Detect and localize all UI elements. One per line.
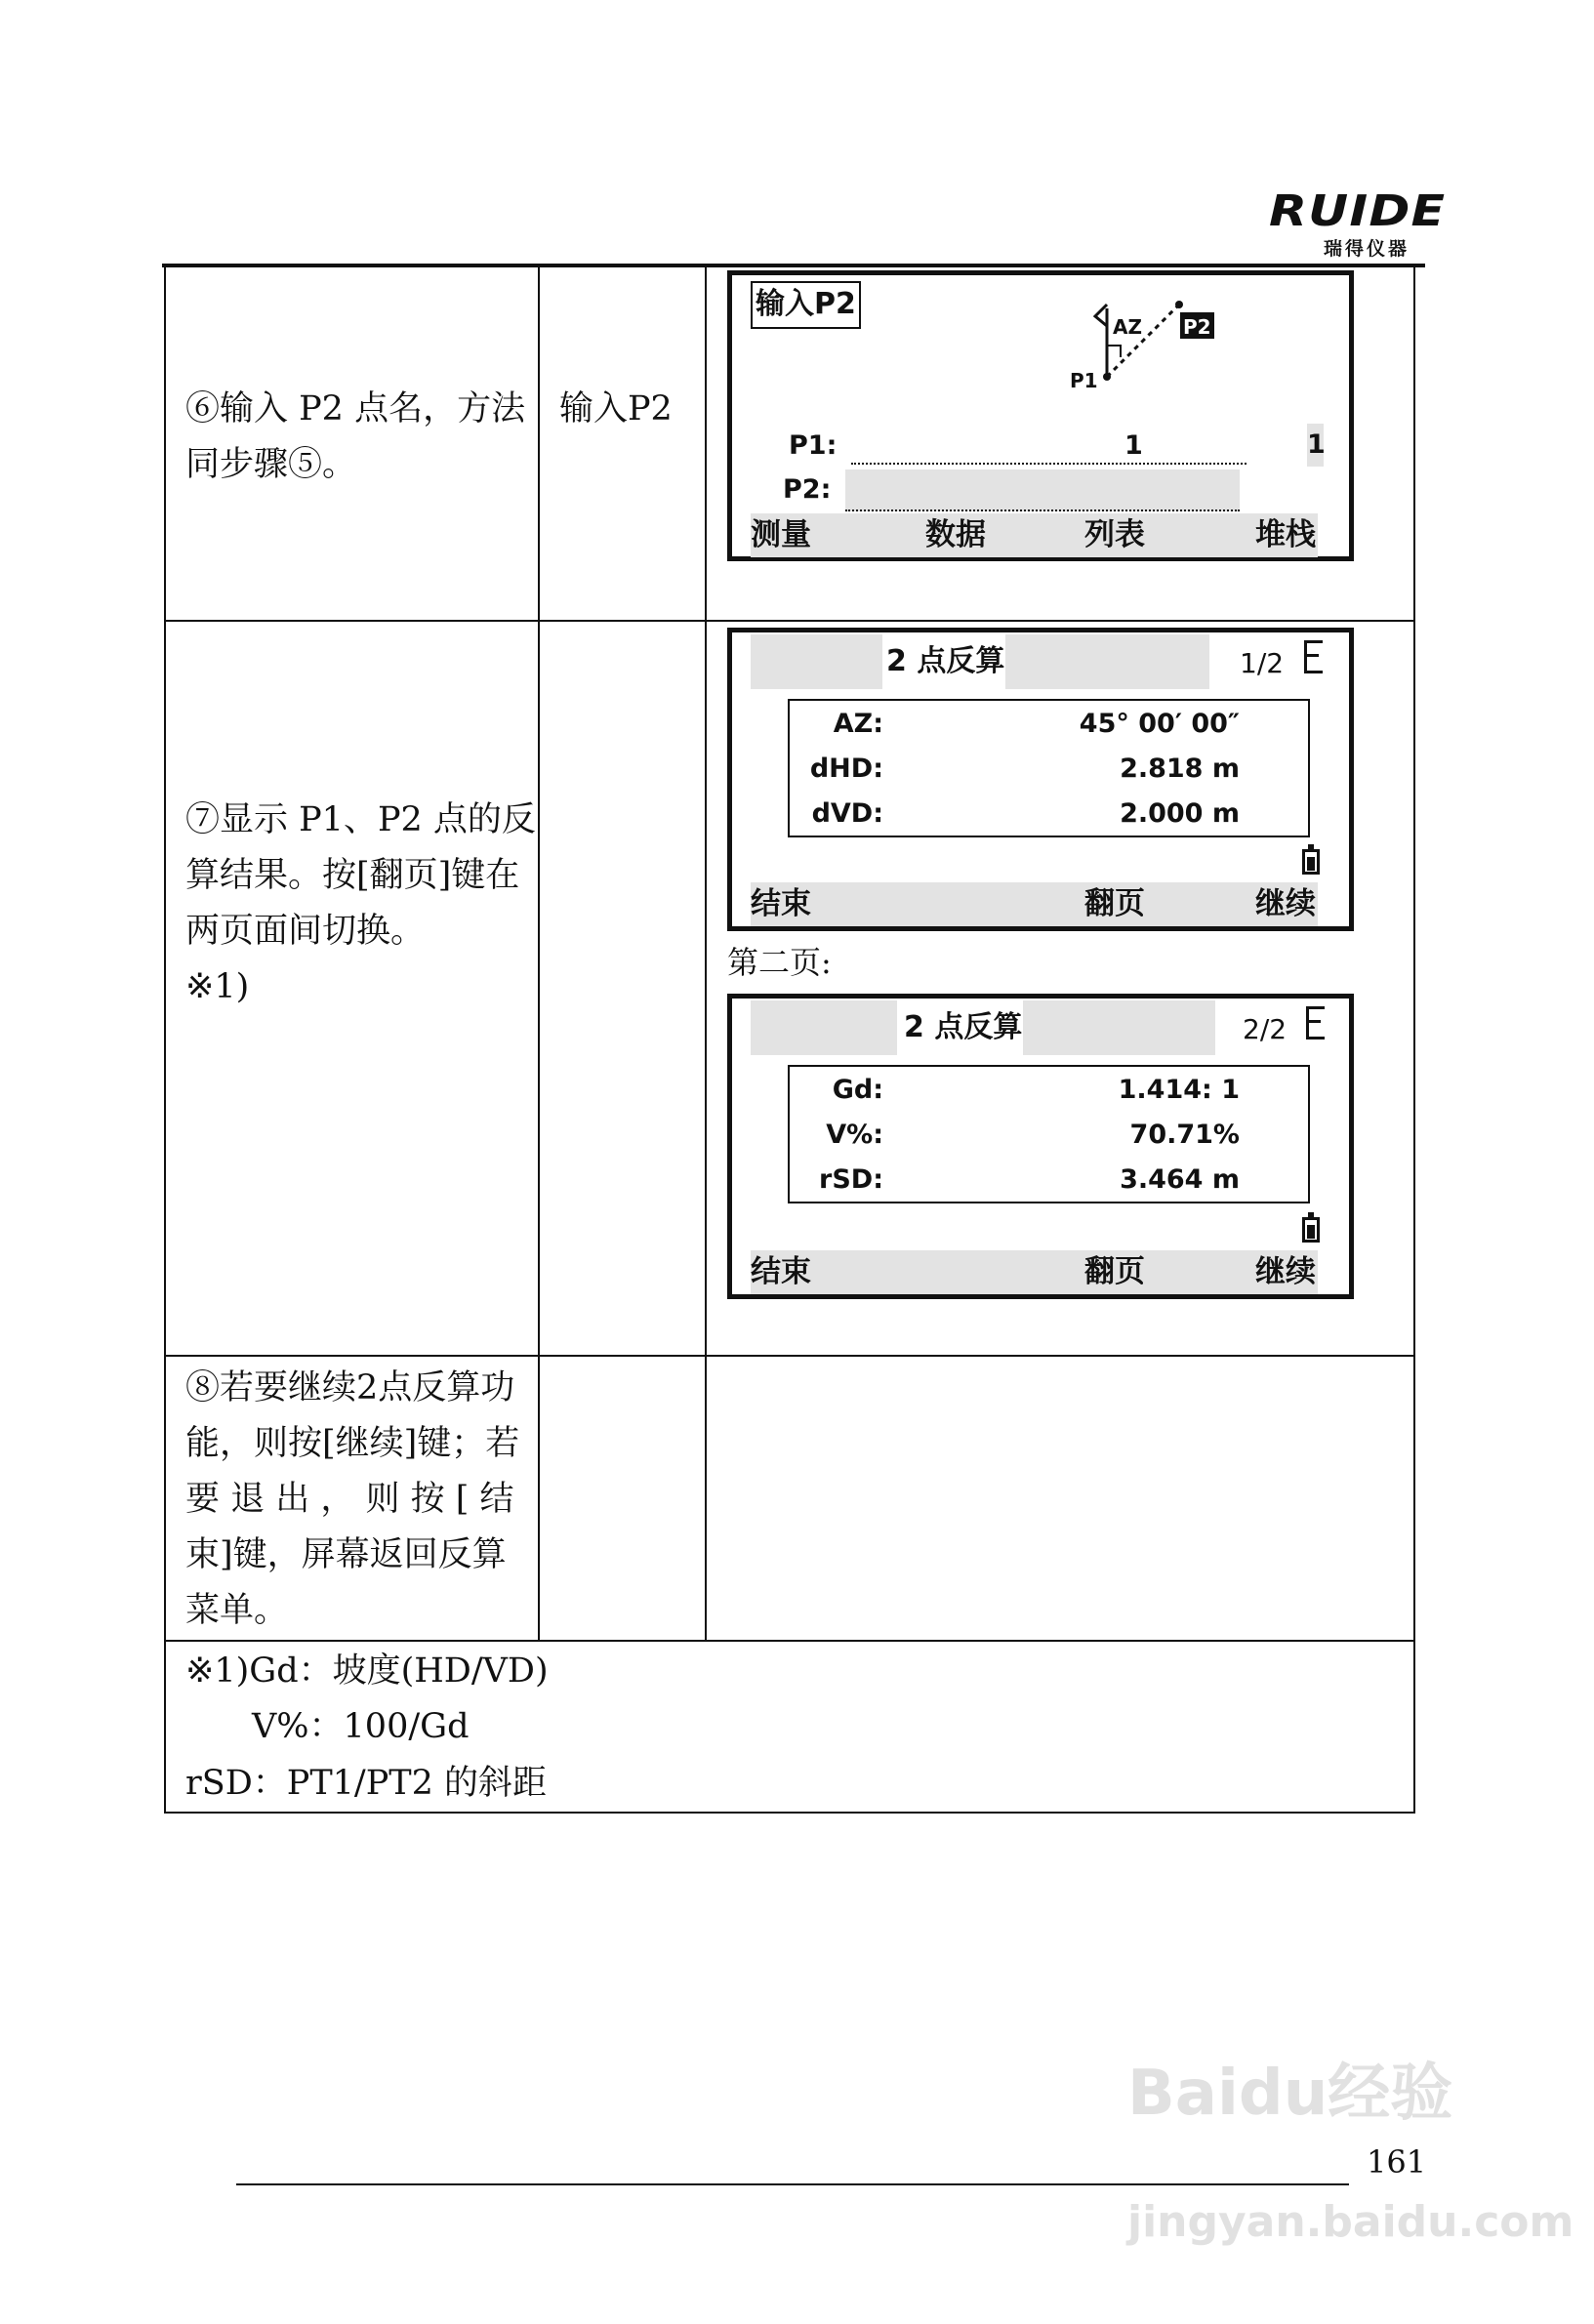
p2-point xyxy=(1175,301,1183,308)
rsd-value: 3.464 m xyxy=(1120,1164,1240,1195)
note-line: ※1)Gd：坡度(HD/VD) xyxy=(185,1651,549,1691)
softkey-end[interactable]: 结束 xyxy=(751,886,811,921)
step-7-description xyxy=(185,793,536,1015)
step-6-description xyxy=(185,382,525,493)
table-col-divider xyxy=(705,265,707,1642)
p1-label: P1 xyxy=(1070,369,1098,392)
text-line: 能，则按[继续]键；若 xyxy=(185,1424,520,1463)
result-box xyxy=(788,699,1310,837)
az-label: AZ xyxy=(1113,315,1142,339)
az-value: 45° 00′ 00″ xyxy=(1079,709,1240,739)
text-line: ⑥输入 P2 点名，方法 xyxy=(185,389,526,428)
second-page-label: 第二页: xyxy=(727,944,832,981)
softkey-bar xyxy=(751,1250,1318,1294)
p2-label: P2: xyxy=(783,474,832,505)
device-screen-inverse-page1 xyxy=(727,628,1354,931)
screen-title: 输入P2 xyxy=(751,281,861,329)
device-screen-inverse-page2 xyxy=(727,994,1354,1299)
dhd-value: 2.818 m xyxy=(1120,754,1240,784)
baidu-watermark: Baidu经验 xyxy=(1127,2058,1453,2130)
page-indicator: 2/2 xyxy=(1243,1013,1287,1045)
text-line: 同步骤⑤。 xyxy=(185,445,357,484)
p1-label: P1: xyxy=(789,430,838,461)
signal-icon xyxy=(1304,640,1324,673)
title-bar-right xyxy=(1023,1000,1215,1055)
text-line: 束]键，屏幕返回反算 xyxy=(185,1535,507,1574)
device-screen-input-p2 xyxy=(727,270,1354,561)
title-bar-right xyxy=(1005,634,1209,689)
battery-icon xyxy=(1302,1217,1320,1243)
v-percent-label: V%: xyxy=(826,1120,883,1150)
text-line: 菜单。 xyxy=(185,1591,289,1630)
table-border-bottom xyxy=(164,1812,1415,1814)
table-col-divider xyxy=(538,265,540,1642)
dhd-label: dHD: xyxy=(809,754,883,784)
signal-icon xyxy=(1306,1006,1326,1040)
note-line: V%：100/Gd xyxy=(252,1707,470,1746)
softkey-continue[interactable]: 继续 xyxy=(1255,886,1316,921)
p2-label: P2 xyxy=(1183,315,1211,339)
softkey-list[interactable]: 列表 xyxy=(1084,517,1145,552)
p1-point xyxy=(1103,373,1111,381)
softkey-continue[interactable]: 继续 xyxy=(1255,1254,1316,1289)
battery-icon xyxy=(1302,849,1320,875)
ruide-logo-subtitle: 瑞得仪器 xyxy=(1324,238,1410,260)
result-box xyxy=(788,1065,1310,1203)
table-row-divider xyxy=(164,620,1415,622)
softkey-data[interactable]: 数据 xyxy=(925,517,986,552)
ruide-logo: RUIDE xyxy=(1269,186,1447,236)
p1-input[interactable] xyxy=(851,427,1247,465)
page-indicator: 1/2 xyxy=(1240,647,1285,679)
text-line: ⑦显示 P1、P2 点的反 xyxy=(185,800,536,839)
v-percent-value: 70.71% xyxy=(1129,1120,1240,1150)
screen-title: 2 点反算 xyxy=(904,1010,1023,1044)
note-line: rSD：PT1/PT2 的斜距 xyxy=(185,1764,548,1803)
table-row-divider xyxy=(164,1640,1415,1642)
text-line: ※1) xyxy=(185,967,250,1006)
title-bar-left xyxy=(751,634,882,689)
softkey-measure[interactable]: 测量 xyxy=(751,517,811,552)
softkey-bar xyxy=(751,513,1318,557)
rsd-label: rSD: xyxy=(819,1164,883,1195)
text-line: ⑧若要继续2点反算功 xyxy=(185,1368,515,1407)
page-number: 161 xyxy=(1367,2143,1427,2181)
p1-side-value: 1 xyxy=(1307,424,1324,467)
p2-input[interactable] xyxy=(845,469,1240,511)
softkey-page[interactable]: 翻页 xyxy=(1084,886,1145,921)
dvd-value: 2.000 m xyxy=(1120,798,1240,829)
title-bar-left xyxy=(751,1000,897,1055)
step-6-key: 输入P2 xyxy=(559,389,673,428)
baidu-watermark-url: jingyan.baidu.com xyxy=(1127,2197,1574,2247)
softkey-end[interactable]: 结束 xyxy=(751,1254,811,1289)
north-arrow-icon xyxy=(1095,305,1107,326)
step-8-description xyxy=(185,1361,519,1639)
table-row-divider xyxy=(164,1355,1415,1357)
header-rule xyxy=(162,264,1425,267)
text-line: 算结果。按[翻页]键在 xyxy=(185,856,520,895)
softkey-stack[interactable]: 堆栈 xyxy=(1255,517,1316,552)
az-label: AZ: xyxy=(833,709,883,739)
p1-value: 1 xyxy=(1124,430,1143,461)
angle-arc xyxy=(1107,346,1121,357)
softkey-bar xyxy=(751,882,1318,926)
dvd-label: dVD: xyxy=(811,798,883,829)
table-border-left xyxy=(164,265,166,1814)
screen-title: 2 点反算 xyxy=(886,644,1005,678)
footer-rule xyxy=(236,2183,1349,2185)
softkey-page[interactable]: 翻页 xyxy=(1084,1254,1145,1289)
gd-label: Gd: xyxy=(832,1075,883,1105)
table-border-right xyxy=(1413,265,1415,1814)
text-line: 要 退 出 ， 则 按 [ 结 xyxy=(185,1480,514,1519)
text-line: 两页面间切换。 xyxy=(185,912,426,951)
gd-value: 1.414: 1 xyxy=(1118,1075,1240,1105)
